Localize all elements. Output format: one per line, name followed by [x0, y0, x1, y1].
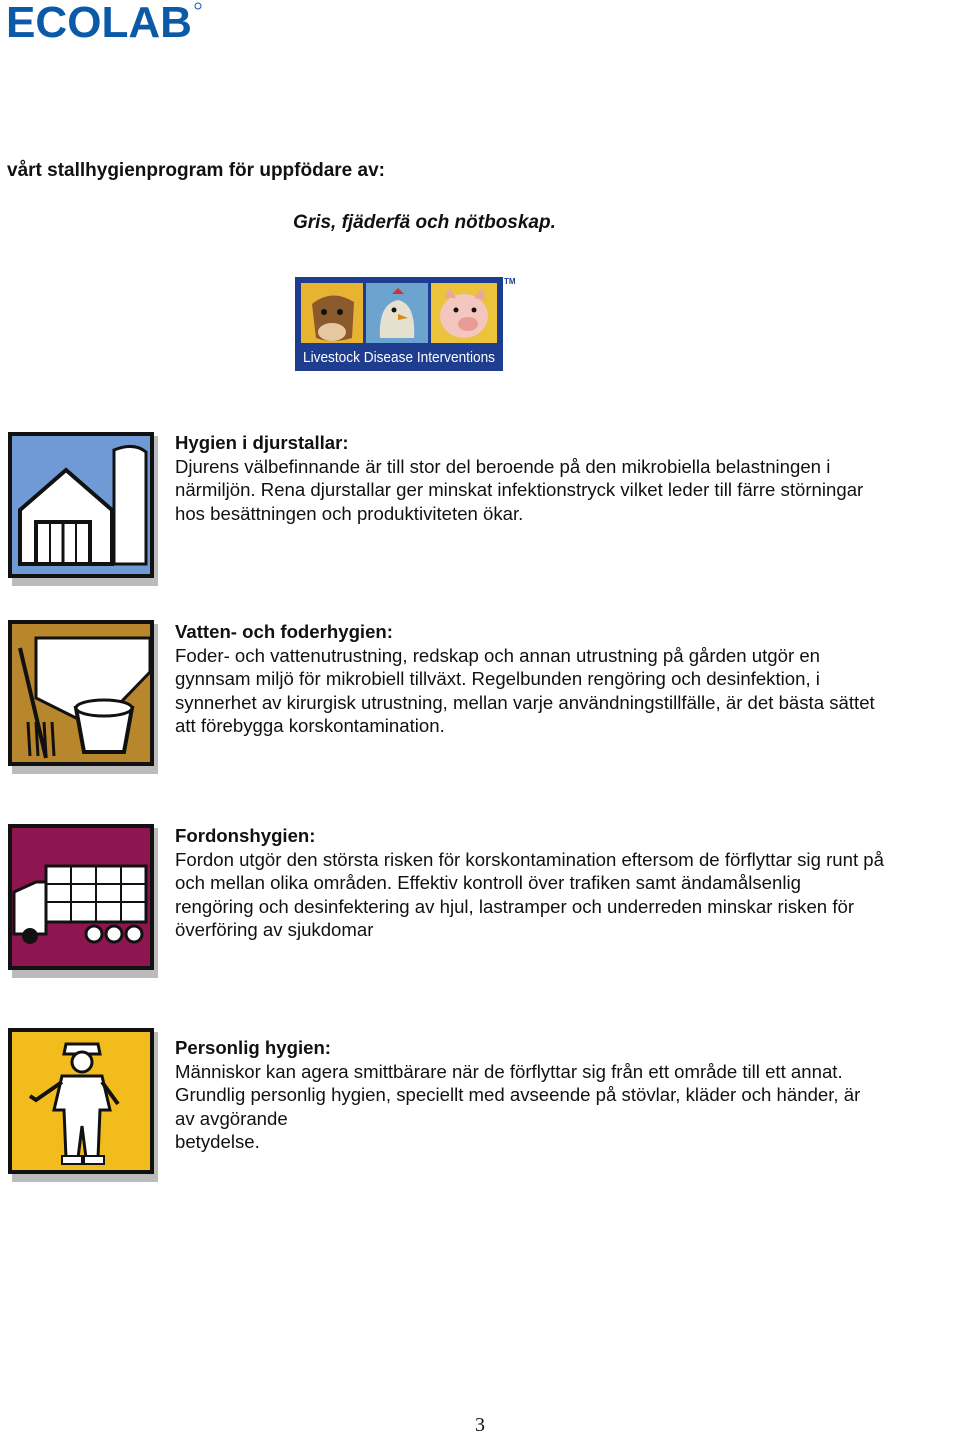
section-line: Grundlig personlig hygien, speciellt med avseende på stövlar, kläder och händer, är — [175, 1084, 861, 1106]
ecolab-logo — [6, 0, 202, 42]
section-line: överföring av sjukdomar — [175, 919, 374, 941]
section-title: Fordonshygien: — [175, 825, 316, 846]
section-title: Personlig hygien: — [175, 1037, 332, 1058]
section-personal-hygiene — [175, 1036, 960, 1154]
section-line: närmiljön. Rena djurstallar ger minskat infektionstryck vilket leder till färre störningar — [175, 479, 864, 501]
section-line: gynnsam miljö för mikrobiell tillväxt. Regelbunden rengöring och desinfektion, i — [175, 668, 820, 690]
svg-text:TM: TM — [504, 277, 516, 286]
section-line: synnerhet av kirurgisk utrustning, mellan varje användningstillfälle, är det bästa sättet — [175, 691, 875, 713]
section-line: Människor kan agera smittbärare när de förflyttar sig från ett område till ett annat. — [175, 1060, 843, 1082]
intro-heading: vårt stallhygienprogram för uppfödare av: — [7, 160, 385, 181]
species-subtitle: Gris, fjäderfä och nötboskap. — [293, 212, 556, 233]
section-line: av avgörande — [175, 1107, 288, 1129]
truck-icon — [6, 822, 158, 978]
section-vehicle-hygiene — [175, 824, 960, 942]
section-title: Vatten- och foderhygien: — [175, 621, 393, 642]
section-line: att förebygga korskontamination. — [175, 715, 445, 737]
section-line: Fordon utgör den största risken för korskontamination eftersom de förflyttar sig runt på — [175, 848, 884, 870]
livestock-disease-interventions-logo — [294, 274, 522, 372]
section-feed-water-hygiene — [175, 620, 960, 738]
section-line: och mellan olika områden. Effektiv kontroll över trafiken samt ändamålsenlig — [175, 872, 801, 894]
section-line: hos besättningen och produktiviteten ökar. — [175, 502, 524, 524]
section-line: betydelse. — [175, 1131, 260, 1153]
section-line: rengöring och desinfektering av hjul, lastramper och underreden minskar risken för — [175, 895, 855, 917]
section-title: Hygien i djurstallar: — [175, 432, 349, 453]
feed-trough-icon — [6, 618, 158, 774]
section-line: Djurens välbefinnande är till stor del beroende på den mikrobiella belastningen i — [175, 455, 831, 477]
svg-text:ECOLAB: ECOLAB — [6, 0, 192, 42]
farmer-icon — [6, 1026, 158, 1182]
section-barn-hygiene — [175, 431, 960, 525]
svg-text:Livestock Disease Intervention: Livestock Disease Interventions — [303, 349, 495, 366]
section-line: Foder- och vattenutrustning, redskap och annan utrustning på gården utgör en — [175, 644, 821, 666]
barn-icon — [6, 430, 158, 586]
page-number: 3 — [475, 1414, 485, 1436]
